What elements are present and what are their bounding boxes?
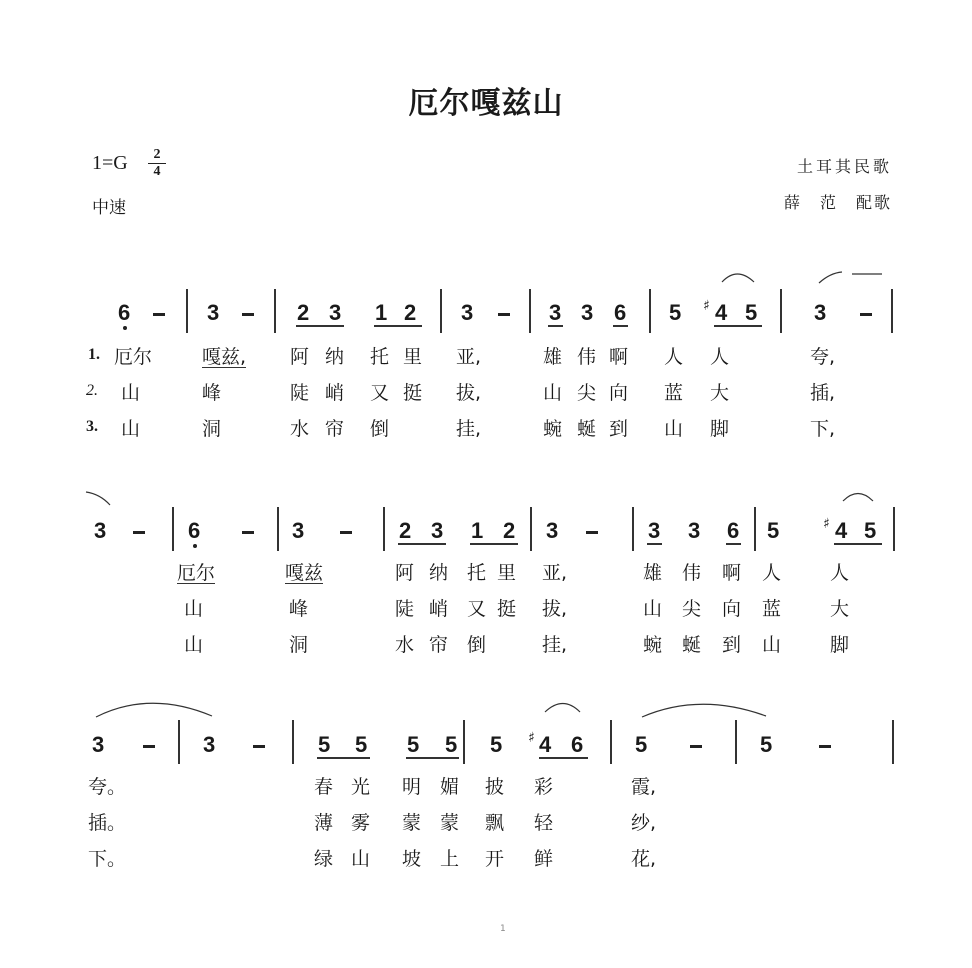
- lyric: 蜿: [543, 418, 563, 440]
- dash-note: [242, 531, 254, 534]
- lyric: 披: [485, 776, 505, 798]
- note: 6: [188, 518, 201, 543]
- lyric: 脚: [710, 418, 730, 440]
- lyric: 蜿: [643, 634, 663, 656]
- lyric: 又: [467, 598, 487, 620]
- lyric: 里: [497, 562, 517, 584]
- lyric: 蓝: [664, 382, 684, 404]
- verse-number: 1.: [88, 346, 100, 363]
- note: 5: [407, 732, 420, 757]
- sharp-icon: ♯: [528, 730, 535, 746]
- lyric: 薄: [314, 812, 334, 834]
- lyric: 陡: [290, 382, 310, 404]
- note: 3: [648, 518, 661, 543]
- bar-line: [632, 507, 634, 551]
- lyric: 夸。: [88, 776, 127, 798]
- dash-note: [586, 531, 598, 534]
- verse-number: 3.: [86, 418, 98, 435]
- bar-line: [178, 720, 180, 764]
- note: 5: [864, 518, 877, 543]
- lyric: 倒: [370, 418, 390, 440]
- note: 2: [503, 518, 516, 543]
- slur-icon: [722, 274, 754, 282]
- lyric: 挂,: [456, 418, 482, 440]
- lyric: 阿: [290, 346, 310, 368]
- eighth-beam: [470, 543, 518, 545]
- bar-line: [649, 289, 651, 333]
- tie-start-icon: [819, 272, 842, 283]
- note: 1: [471, 518, 484, 543]
- low-octave-dot: [193, 544, 197, 548]
- lyric: 鲜: [534, 848, 554, 870]
- note: 5: [767, 518, 780, 543]
- lyric: 厄尔: [177, 562, 216, 584]
- note: 3: [207, 300, 220, 325]
- lyric: 厄尔: [114, 346, 153, 368]
- note: 5: [318, 732, 331, 757]
- lyric-credit: 薛 范 配歌: [783, 193, 892, 212]
- lyric: 花,: [631, 848, 657, 870]
- note: 4: [715, 300, 728, 325]
- lyric: 洞: [289, 634, 309, 656]
- lyric: 山: [543, 382, 563, 404]
- lyric: 伟: [682, 562, 702, 584]
- note: 1: [375, 300, 388, 325]
- note: 3: [94, 518, 107, 543]
- note: 3: [688, 518, 701, 543]
- lyric: 挂,: [542, 634, 568, 656]
- lyric: 脚: [830, 634, 850, 656]
- dash-note: [690, 745, 702, 748]
- lyric: 嘎兹: [285, 562, 324, 584]
- note: 5: [355, 732, 368, 757]
- lyric: 山: [121, 382, 141, 404]
- lyric: 蜒: [577, 418, 597, 440]
- dash-note: [242, 313, 254, 316]
- lyric: 下。: [88, 848, 127, 870]
- lyric: 倒: [467, 634, 487, 656]
- note: 2: [399, 518, 412, 543]
- lyric: 霞,: [631, 776, 657, 798]
- lyric: 亚,: [456, 346, 482, 368]
- eighth-beam: [714, 325, 762, 327]
- time-signature-denominator: 4: [153, 164, 161, 179]
- lyric: 帘: [325, 418, 345, 440]
- bar-line: [530, 507, 532, 551]
- lyric: 亚,: [542, 562, 568, 584]
- sharp-icon: ♯: [823, 516, 830, 532]
- lyric: 托: [467, 562, 487, 584]
- note: 5: [669, 300, 682, 325]
- lyric: 媚: [440, 776, 460, 798]
- note: 3: [581, 300, 594, 325]
- note: 3: [814, 300, 827, 325]
- note: 6: [614, 300, 627, 325]
- bar-line: [383, 507, 385, 551]
- lyric: 明: [402, 776, 422, 798]
- lyric: 山: [121, 418, 141, 440]
- song-origin: 土耳其民歌: [796, 157, 892, 176]
- slur-icon: [545, 704, 580, 713]
- note: 6: [571, 732, 584, 757]
- bar-line: [735, 720, 737, 764]
- note: 2: [404, 300, 417, 325]
- bar-line: [186, 289, 188, 333]
- tie-icon: [642, 704, 766, 717]
- lyric: 山: [184, 634, 204, 656]
- lyric: 坡: [402, 848, 422, 870]
- lyric: 纳: [325, 346, 345, 368]
- sharp-icon: ♯: [703, 298, 710, 314]
- eighth-beam: [406, 757, 459, 759]
- dash-note: [143, 745, 155, 748]
- note: 6: [727, 518, 740, 543]
- note: 3: [203, 732, 216, 757]
- note: 6: [118, 300, 131, 325]
- bar-line: [172, 507, 174, 551]
- lyric: 又: [370, 382, 390, 404]
- sixteenth-underline: [548, 325, 563, 327]
- lyric: 山: [643, 598, 663, 620]
- eighth-beam: [374, 325, 422, 327]
- slur-icon: [843, 494, 873, 502]
- bar-line: [463, 720, 465, 764]
- note: 2: [297, 300, 310, 325]
- note: 3: [461, 300, 474, 325]
- lyric: 帘: [429, 634, 449, 656]
- lyric: 里: [403, 346, 423, 368]
- lyric: 轻: [534, 812, 554, 834]
- note: 4: [539, 732, 552, 757]
- lyric: 水: [290, 418, 310, 440]
- eighth-underline: [613, 325, 628, 327]
- bar-line: [610, 720, 612, 764]
- lyric: 大: [830, 598, 850, 620]
- lyric: 向: [722, 598, 742, 620]
- bar-line: [529, 289, 531, 333]
- lyric: 人: [710, 346, 730, 368]
- dash-note: [133, 531, 145, 534]
- bar-line: [292, 720, 294, 764]
- lyric: 开: [485, 848, 505, 870]
- bar-line: [440, 289, 442, 333]
- bar-line: [891, 289, 893, 333]
- note: 3: [92, 732, 105, 757]
- lyric: 峭: [429, 598, 449, 620]
- lyric: 飘: [485, 812, 505, 834]
- note: 4: [835, 518, 848, 543]
- dash-note: [253, 745, 265, 748]
- lyric: 蓝: [762, 598, 782, 620]
- lyric: 峰: [289, 598, 309, 620]
- bar-line: [892, 720, 894, 764]
- note: 5: [745, 300, 758, 325]
- eighth-beam: [296, 325, 344, 327]
- eighth-beam: [834, 543, 882, 545]
- lyric: 拔,: [456, 382, 482, 404]
- lyric: 下,: [810, 418, 836, 440]
- lyric: 尖: [682, 598, 702, 620]
- dash-note: [860, 313, 872, 316]
- lyric: 雄: [543, 346, 563, 368]
- lyric: 大: [710, 382, 730, 404]
- eighth-beam: [398, 543, 446, 545]
- lyric: 托: [370, 346, 390, 368]
- dash-note: [340, 531, 352, 534]
- lyric: 伟: [577, 346, 597, 368]
- lyric: 洞: [202, 418, 222, 440]
- lyric: 人: [664, 346, 684, 368]
- key-signature: 1=G: [92, 152, 128, 174]
- lyric: 挺: [497, 598, 517, 620]
- dash-note: [819, 745, 831, 748]
- note: 5: [760, 732, 773, 757]
- note: 3: [549, 300, 562, 325]
- lyric: 啊: [609, 346, 629, 368]
- note: 5: [445, 732, 458, 757]
- lyric: 嘎兹,: [202, 346, 247, 368]
- lyric: 纳: [429, 562, 449, 584]
- eighth-beam: [539, 757, 588, 759]
- lyric: 山: [184, 598, 204, 620]
- note: 3: [329, 300, 342, 325]
- lyric: 插。: [88, 812, 127, 834]
- lyric: 夸,: [810, 346, 836, 368]
- note: 3: [292, 518, 305, 543]
- tie-icon: [96, 703, 212, 717]
- lyric: 绿: [314, 848, 334, 870]
- lyric: 插,: [810, 382, 836, 404]
- lyric: 挺: [403, 382, 423, 404]
- tempo-marking: 中速: [92, 198, 126, 218]
- sixteenth-underline: [647, 543, 662, 545]
- lyric: 山: [762, 634, 782, 656]
- lyric: 彩: [534, 776, 554, 798]
- eighth-underline: [726, 543, 741, 545]
- lyric: 啊: [722, 562, 742, 584]
- lyric: 人: [830, 562, 850, 584]
- lyric: 雄: [643, 562, 663, 584]
- lyric: 光: [351, 776, 371, 798]
- lyric: 蒙: [440, 812, 460, 834]
- verse-number: 2.: [86, 382, 98, 399]
- lyric: 山: [664, 418, 684, 440]
- lyric: 人: [762, 562, 782, 584]
- lyric: 到: [609, 418, 629, 440]
- lyric: 蒙: [402, 812, 422, 834]
- song-title: 厄尔嘎兹山: [408, 86, 564, 121]
- lyric: 上: [440, 848, 460, 870]
- eighth-beam: [317, 757, 370, 759]
- lyric: 拔,: [542, 598, 568, 620]
- lyric: 纱,: [631, 812, 657, 834]
- note: 5: [490, 732, 503, 757]
- note: 3: [431, 518, 444, 543]
- lyric: 水: [395, 634, 415, 656]
- note: 5: [635, 732, 648, 757]
- bar-line: [893, 507, 895, 551]
- dash-note: [498, 313, 510, 316]
- lyric: 陡: [395, 598, 415, 620]
- lyric: 雾: [351, 812, 371, 834]
- lyric: 蜒: [682, 634, 702, 656]
- lyric: 尖: [577, 382, 597, 404]
- page-number: 1: [500, 924, 506, 934]
- bar-line: [274, 289, 276, 333]
- lyric: 到: [722, 634, 742, 656]
- lyric: 峰: [202, 382, 222, 404]
- lyric: 山: [351, 848, 371, 870]
- time-signature-numerator: 2: [148, 148, 166, 164]
- lyric: 阿: [395, 562, 415, 584]
- bar-line: [780, 289, 782, 333]
- tie-end-icon: [86, 492, 110, 505]
- bar-line: [277, 507, 279, 551]
- dash-note: [153, 313, 165, 316]
- lyric: 向: [609, 382, 629, 404]
- low-octave-dot: [123, 326, 127, 330]
- lyric: 峭: [325, 382, 345, 404]
- lyric: 春: [314, 776, 334, 798]
- bar-line: [754, 507, 756, 551]
- note: 3: [546, 518, 559, 543]
